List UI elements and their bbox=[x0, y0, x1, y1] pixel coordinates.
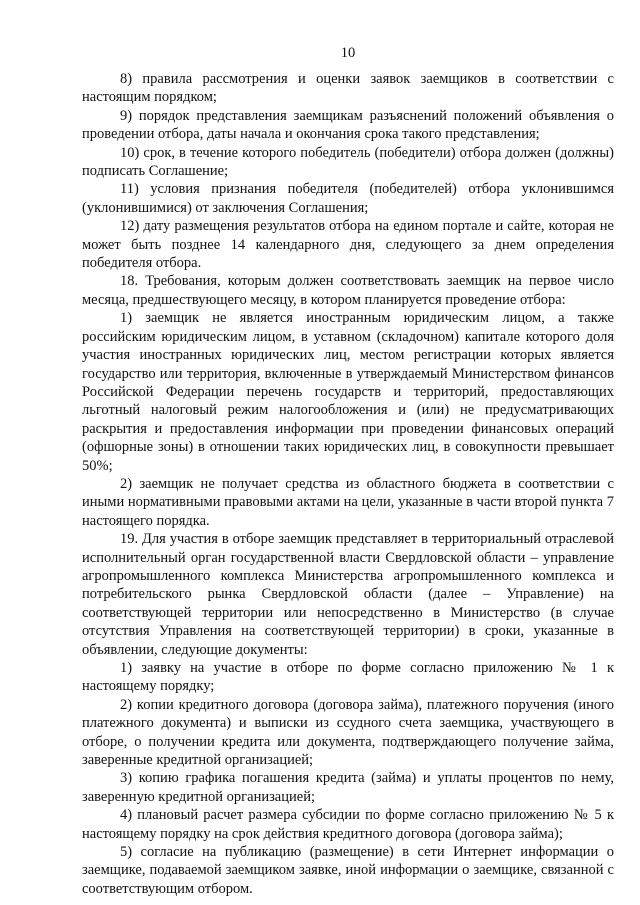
document-page bbox=[82, 44, 614, 898]
paragraph-section-19: 19. Для участия в отборе заемщик представляет в территориальный отраслевой исполнительный орган государственной власти Свердловской области – управление агропромышленного комплекса Министерства агропромышленного комплекса и потребительского рынка Свердловской области (далее – Управление) на соответствующей территории или непосредственно в Министерство (в случае отсутствия Управления на соответствующей территории) в сроки, указанные в объявлении, следующие документы: bbox=[82, 531, 614, 658]
paragraph-item-11: 11) условия признания победителя (победителей) отбора уклонившимся (уклонившимися) от заключения Соглашения; bbox=[82, 181, 614, 216]
paragraph-item-10: 10) срок, в течение которого победитель (победители) отбора должен (должны) подписать Соглашение; bbox=[82, 144, 614, 180]
paragraph-19-item-1: 1) заявку на участие в отборе по форме согласно приложению № 1 к настоящему порядку; bbox=[82, 660, 614, 695]
paragraph-item-8: 8) правила рассмотрения и оценки заявок заемщиков в соответствии с настоящим порядком; bbox=[82, 71, 614, 106]
paragraph-item-9: 9) порядок представления заемщикам разъяснений положений объявления о проведении отбора, даты начала и окончания срока такого представления; bbox=[82, 107, 614, 143]
paragraph-19-item-2: 2) копии кредитного договора (договора займа), платежного поручения (иного платежного документа) и выписки из ссудного счета заемщика, участвующего в отборе, о получении кредита или документа, подтверждающего получение займа, заверенные кредитной организацией; bbox=[82, 696, 614, 769]
paragraph-19-item-3: 3) копию графика погашения кредита (займа) и уплаты процентов по нему, заверенную кредитной организацией; bbox=[82, 770, 614, 805]
paragraph-18-item-2: 2) заемщик не получает средства из областного бюджета в соответствии с иными нормативными правовыми актами на цели, указанные в части второй пункта 7 настоящего порядка. bbox=[82, 475, 614, 529]
paragraph-19-item-5: 5) согласие на публикацию (размещение) в сети Интернет информации о заемщике, подаваемой заемщиком заявке, иной информации о заемщике, связанной с соответствующим отбором. bbox=[82, 844, 614, 897]
paragraph-section-18: 18. Требования, которым должен соответствовать заемщик на первое число месяца, предшествующего месяцу, в котором планируется проведение отбора: bbox=[82, 273, 614, 308]
paragraph-18-item-1: 1) заемщик не является иностранным юридическим лицом, а также российским юридическим лицом, в уставном (складочном) капитале которого доля участия иностранных юридических лиц, местом регистрации которых является государство или территория, включенные в утверждаемый Министерством финансов Российской Федерации перечень государств и территорий, предоставляющих льготный налоговый режим налогообложения и (или) не предусматривающих раскрытия и предоставления информации при проведении финансовых операций (офшорные зоны) в отношении таких юридических лиц, в совокупности превышает 50%; bbox=[82, 310, 614, 474]
paragraph-item-12: 12) дату размещения результатов отбора на едином портале и сайте, которая не может быть позднее 14 календарного дня, следующего за днем определения победителя отбора. bbox=[82, 218, 614, 272]
page-number: 10 bbox=[340, 45, 356, 61]
paragraph-19-item-4: 4) плановый расчет размера субсидии по форме согласно приложению № 5 к настоящему порядку на срок действия кредитного договора (договора займа); bbox=[82, 807, 614, 842]
